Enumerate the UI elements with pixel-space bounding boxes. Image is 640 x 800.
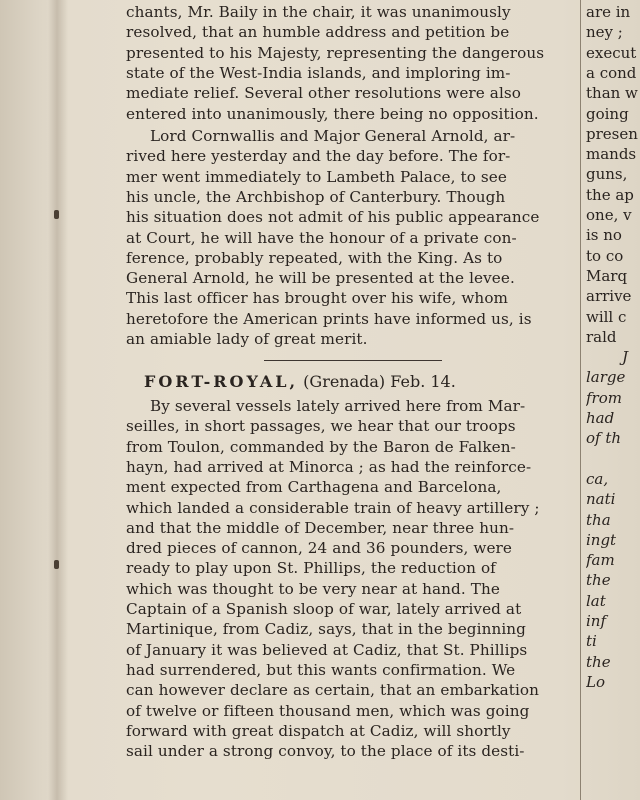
right-column-line: execut bbox=[586, 43, 637, 62]
text-line: hayn, had arrived at Minorca ; as had the reinforce- bbox=[126, 457, 532, 476]
right-column-line: lat bbox=[586, 591, 606, 610]
text-line: presented to his Majesty, representing the dangerous bbox=[126, 43, 545, 62]
right-column-line: going bbox=[586, 104, 629, 123]
right-column-line: one, v bbox=[586, 206, 632, 224]
text-line: entered into unanimously, there being no opposition. bbox=[126, 104, 539, 123]
text-line: at Court, he will have the honour of a private con- bbox=[126, 228, 517, 247]
right-column-line: the ap bbox=[586, 185, 634, 204]
right-column-line: arrive bbox=[586, 287, 632, 306]
right-column-line: the bbox=[586, 571, 611, 590]
binding-hole-mark bbox=[54, 210, 59, 219]
right-column-line: than w bbox=[586, 84, 638, 103]
text-line: seilles, in short passages, we hear that our troops bbox=[126, 417, 516, 436]
binding-hole-mark bbox=[54, 560, 59, 569]
text-line: ference, probably repeated, with the King. As to bbox=[126, 248, 503, 267]
section-divider bbox=[264, 360, 442, 361]
right-column-line: ti bbox=[586, 632, 597, 651]
text-line: state of the West-India islands, and imploring im- bbox=[126, 63, 511, 82]
text-line: Captain of a Spanish sloop of war, lately arrived at bbox=[126, 600, 522, 618]
text-line: mediate relief. Several other resolutions were also bbox=[126, 84, 522, 103]
text-line: had surrendered, but this wants confirmation. We bbox=[126, 660, 516, 679]
text-line: This last officer has brought over his wife, whom bbox=[126, 289, 509, 308]
right-column-line: inf bbox=[586, 612, 607, 630]
text-line: of twelve or fifteen thousand men, which was going bbox=[126, 701, 530, 720]
text-line: dred pieces of cannon, 24 and 36 pounders, were bbox=[126, 539, 512, 558]
text-line: ment expected from Carthagena and Barcelona, bbox=[126, 478, 502, 497]
dateline-date: (Grenada) Feb. 14. bbox=[298, 372, 456, 391]
text-line: mer went immediately to Lambeth Palace, to see bbox=[126, 167, 507, 186]
text-line: from Toulon, commanded by the Baron de Falken- bbox=[126, 437, 516, 456]
right-column-line: to co bbox=[586, 246, 624, 265]
text-line: of January it was believed at Cadiz, that St. Phillips bbox=[126, 640, 528, 659]
right-column-line: J bbox=[622, 348, 629, 367]
page-fold-shadow bbox=[48, 0, 68, 800]
right-column-line: had bbox=[586, 409, 615, 427]
text-line: heretofore the American prints have informed us, is bbox=[126, 309, 532, 328]
text-line: Lord Cornwallis and Major General Arnold, ar- bbox=[150, 127, 516, 145]
right-column-line: of th bbox=[586, 429, 622, 448]
right-column-line: tha bbox=[586, 510, 611, 529]
text-line: his situation does not admit of his public appearance bbox=[126, 208, 540, 227]
column-rule bbox=[580, 0, 581, 800]
text-line: chants, Mr. Baily in the chair, it was unanimously bbox=[126, 3, 511, 21]
text-line: which was thought to be very near at hand. The bbox=[126, 579, 500, 598]
text-line: ready to play upon St. Phillips, the reduction of bbox=[126, 559, 496, 578]
dateline-fort-royal bbox=[144, 372, 456, 392]
right-column-line: ingt bbox=[586, 530, 617, 549]
right-column-line: guns, bbox=[586, 165, 628, 184]
right-column-line: ca, bbox=[586, 469, 609, 488]
right-column-line: presen bbox=[586, 124, 638, 143]
right-column-line: nati bbox=[586, 490, 616, 509]
right-column-line: Marq bbox=[586, 266, 628, 285]
main-column bbox=[126, 0, 574, 800]
right-column-line: fam bbox=[586, 551, 615, 570]
right-column-line: are in bbox=[586, 3, 631, 21]
text-line: and that the middle of December, near three hun- bbox=[126, 518, 515, 537]
text-line: an amiable lady of great merit. bbox=[126, 330, 368, 348]
text-line: rived here yesterday and the day before. The for- bbox=[126, 147, 511, 166]
text-line: his uncle, the Archbishop of Canterbury. Though bbox=[126, 187, 506, 206]
right-column-line: a cond bbox=[586, 63, 637, 82]
text-line: forward with great dispatch at Cadiz, will shortly bbox=[126, 721, 511, 740]
right-column-line: is no bbox=[586, 226, 622, 245]
text-line: can however declare as certain, that an embarkation bbox=[126, 681, 540, 700]
text-line: which landed a considerable train of heavy artillery ; bbox=[126, 498, 540, 517]
right-column-line: large bbox=[586, 368, 626, 387]
right-column-line: mands bbox=[586, 145, 637, 164]
right-column-cropped bbox=[586, 0, 640, 800]
right-column-line: from bbox=[586, 388, 622, 407]
right-column-line: rald bbox=[586, 327, 617, 346]
right-column-line: will c bbox=[586, 307, 627, 326]
text-line: Martinique, from Cadiz, says, that in the beginning bbox=[126, 620, 527, 639]
right-column-line: ney ; bbox=[586, 23, 623, 42]
text-line: General Arnold, he will be presented at the levee. bbox=[126, 269, 515, 288]
right-column-line: Lo bbox=[586, 672, 605, 691]
text-line: resolved, that an humble address and petition be bbox=[126, 23, 510, 42]
text-line: By several vessels lately arrived here from Mar- bbox=[150, 397, 526, 415]
text-line: sail under a strong convoy, to the place of its desti- bbox=[126, 742, 525, 761]
right-column-line: the bbox=[586, 652, 611, 671]
dateline-place: FORT-ROYAL, bbox=[144, 372, 299, 391]
